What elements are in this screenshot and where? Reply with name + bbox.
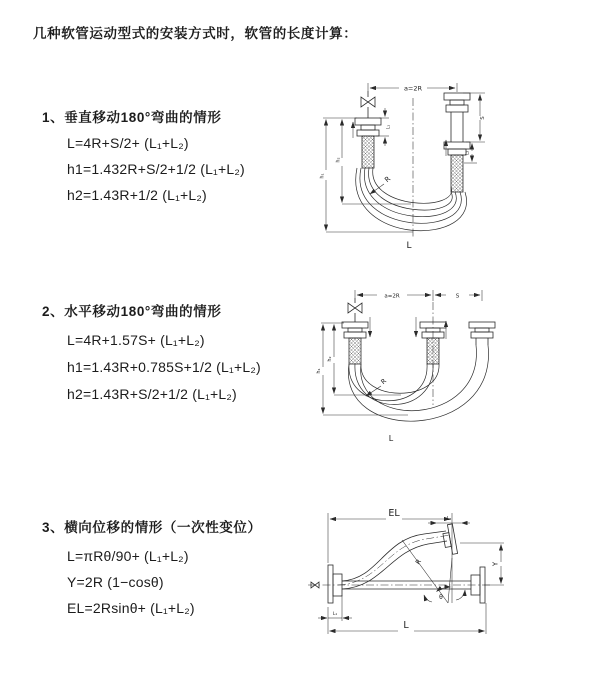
diagram-horizontal-180-bend (313, 287, 508, 449)
dim-label-h1: h₁ (319, 173, 326, 179)
dimensions (318, 513, 504, 634)
valve-icon (361, 91, 375, 118)
hose-arcs (348, 345, 488, 421)
dim-label-l1: L₁ (386, 124, 392, 130)
diagram-vertical-180-bend (313, 80, 498, 255)
section-3-formulas (67, 543, 195, 621)
dim-label-h2: h₂ (335, 157, 342, 163)
formula-line: Y=2R (1−cosθ) (67, 574, 164, 590)
hose-braid-middle (427, 338, 439, 364)
formula-line: L=4R+1.57S+ (L₁+L₂) (67, 332, 205, 348)
dim-label-theta: θ (439, 594, 443, 601)
dim-label-l: L (388, 434, 394, 443)
section-1-formulas (67, 130, 245, 208)
formula-line: h2=1.43R+1/2 (L₁+L₂) (67, 187, 207, 203)
section-2-formulas (67, 327, 261, 408)
flange-left (342, 322, 368, 338)
section-2-heading: 2、水平移动180°弯曲的情形 (42, 304, 222, 319)
formula-line: EL=2Rsinθ+ (L₁+L₂) (67, 600, 195, 616)
formula-line: h1=1.432R+S/2+1/2 (L₁+L₂) (67, 161, 245, 177)
dimensions (321, 290, 482, 415)
page-title: 几种软管运动型式的安装方式时，软管的长度计算： (33, 26, 358, 41)
dim-label-l2: L₂ (446, 516, 452, 522)
flange-right (469, 322, 495, 338)
dim-label-a2r: a=2R (384, 293, 400, 300)
hose-braid-right (451, 155, 463, 192)
diagram-labels (316, 294, 460, 444)
dim-label-r: R (413, 557, 423, 567)
dim-label-l2: L₂ (465, 150, 471, 156)
section-3-heading: 3、横向位移的情形（一次性变位） (42, 520, 262, 535)
formula-line: L=4R+S/2+ (L₁+L₂) (67, 135, 189, 151)
rotation-arrow-left (424, 595, 432, 602)
angle-wedge-line (448, 558, 452, 603)
dim-label-s: S (480, 116, 486, 120)
dim-label-h2: h₂ (327, 356, 333, 362)
dim-label-a2r: a=2R (403, 84, 423, 93)
dim-label-r: R (379, 376, 389, 386)
formula-line: h2=1.43R+S/2+1/2 (L₁+L₂) (67, 386, 237, 402)
diagram-lateral-displacement (298, 503, 598, 655)
hose-braid-left (349, 338, 361, 364)
dim-label-l: L (403, 620, 409, 631)
section-1-heading: 1、垂直移动180°弯曲的情形 (42, 110, 222, 125)
dim-label-s: S (455, 293, 460, 300)
dim-label-l: L (406, 241, 412, 251)
hose-arcs (356, 168, 467, 231)
formula-line: L=πRθ/90+ (L₁+L₂) (67, 548, 189, 564)
dim-label-r: R (383, 174, 393, 185)
flange-upper (442, 524, 458, 555)
radius-leader (366, 386, 381, 396)
diagram-labels (333, 508, 500, 631)
dim-label-y: Y (491, 561, 500, 567)
hose-braid-left (362, 136, 374, 168)
flange-left (355, 118, 381, 136)
rotation-arrow-right (456, 590, 465, 600)
dim-label-h1: h₁ (316, 368, 322, 374)
hose-s-curve (338, 531, 450, 589)
dim-label-l1: L₁ (332, 612, 338, 617)
valve-icon (348, 298, 362, 322)
dim-label-el: EL (388, 508, 400, 519)
formula-line: h1=1.43R+0.785S+1/2 (L₁+L₂) (67, 359, 261, 375)
flange-right-upper (444, 93, 470, 112)
flange-left (328, 565, 342, 603)
